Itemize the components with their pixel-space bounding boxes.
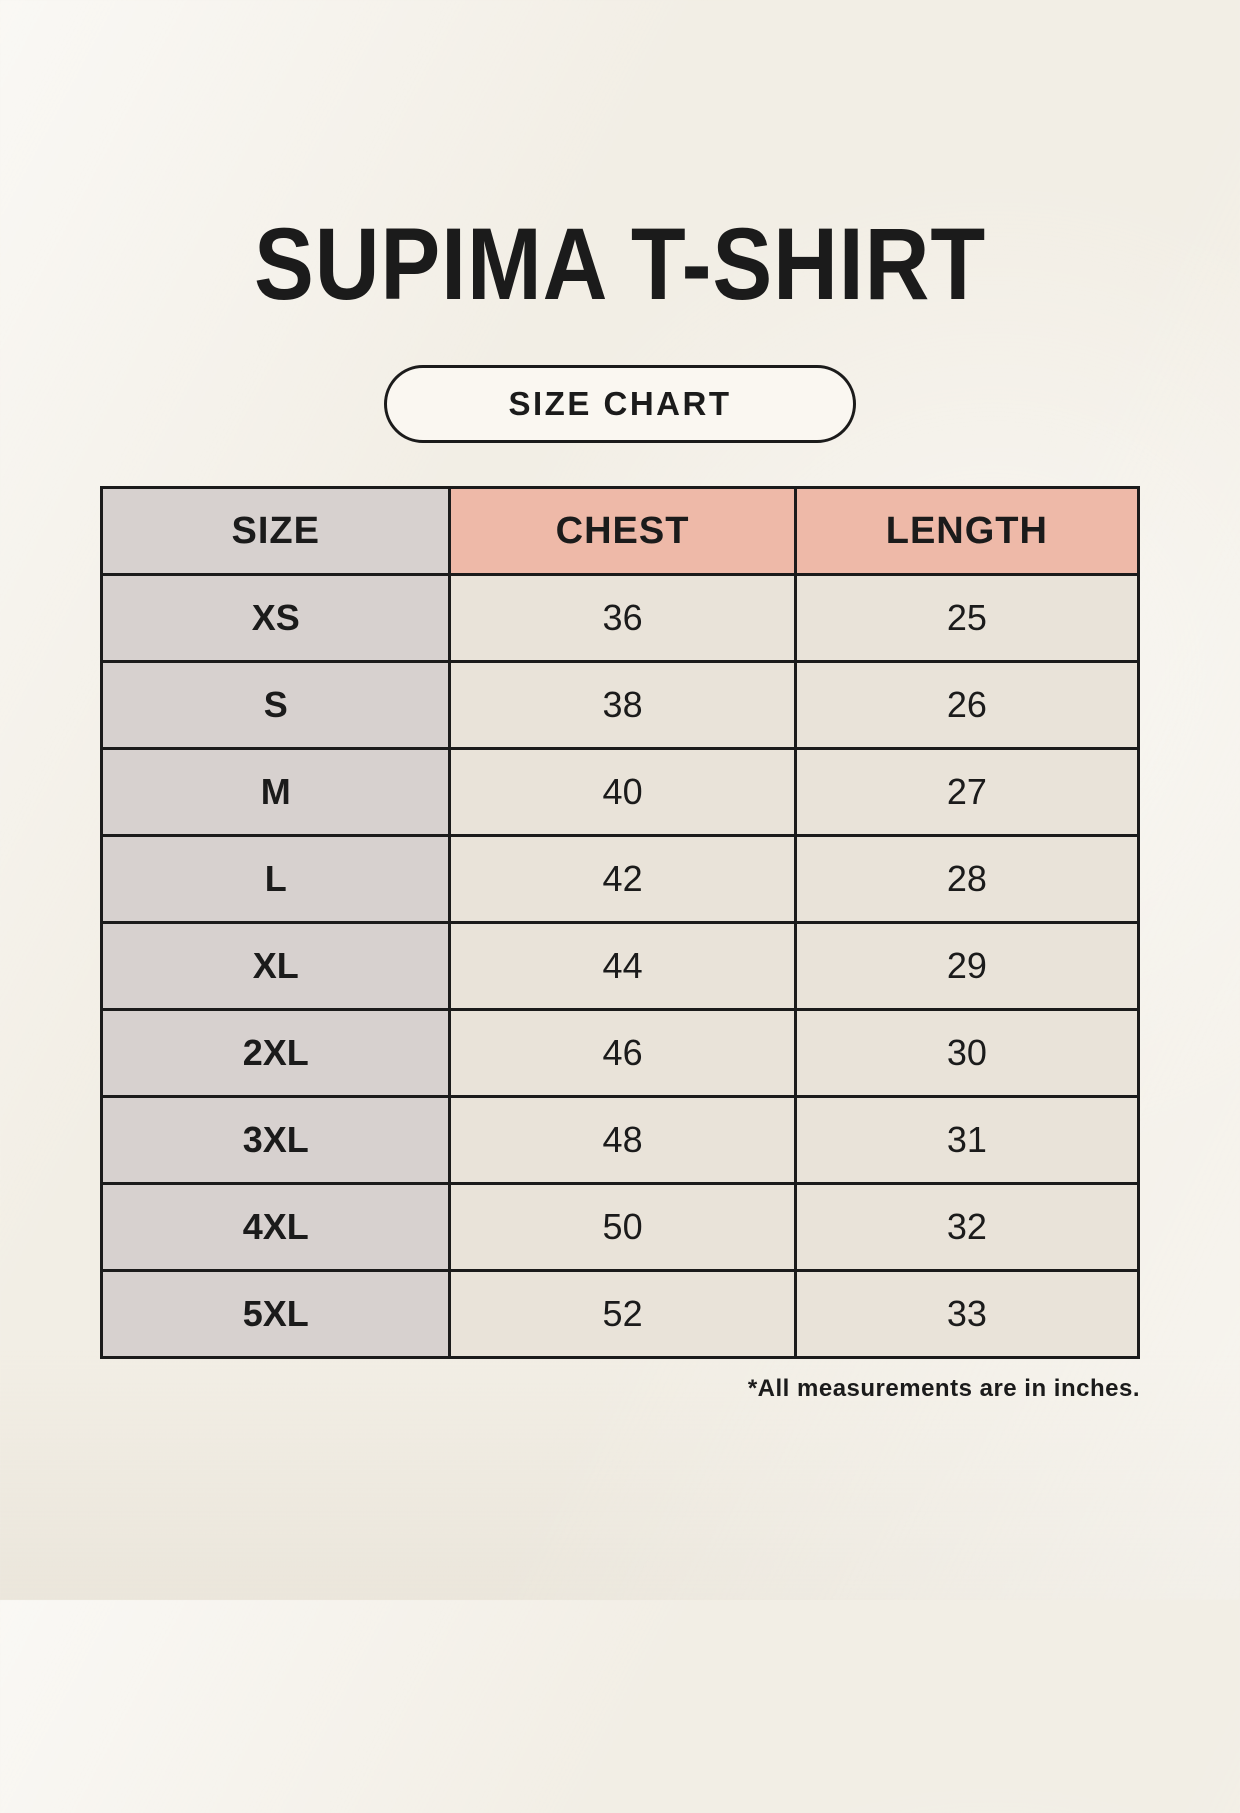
table-row bbox=[102, 749, 1139, 836]
table-row bbox=[102, 1010, 1139, 1097]
size-chart-page bbox=[0, 207, 1240, 1813]
length-cell: 26 bbox=[795, 662, 1138, 749]
size-cell: XL bbox=[102, 923, 450, 1010]
length-cell: 28 bbox=[795, 836, 1138, 923]
table-row bbox=[102, 1271, 1139, 1358]
length-cell: 31 bbox=[795, 1097, 1138, 1184]
table-row bbox=[102, 1184, 1139, 1271]
measurements-footnote: *All measurements are in inches. bbox=[747, 1375, 1140, 1402]
size-cell: L bbox=[102, 836, 450, 923]
page-title: SUPIMA T-SHIRT bbox=[253, 207, 987, 321]
size-cell: S bbox=[102, 662, 450, 749]
table-row bbox=[102, 575, 1139, 662]
table-row bbox=[102, 1097, 1139, 1184]
size-chart-badge bbox=[384, 365, 856, 443]
length-cell: 32 bbox=[795, 1184, 1138, 1271]
chest-cell: 42 bbox=[450, 836, 795, 923]
size-chart-badge-label: SIZE CHART bbox=[508, 385, 732, 422]
table-row bbox=[102, 923, 1139, 1010]
length-cell: 29 bbox=[795, 923, 1138, 1010]
column-header-size: SIZE bbox=[102, 488, 450, 575]
size-cell: M bbox=[102, 749, 450, 836]
size-table bbox=[100, 486, 1140, 1359]
table-header-row bbox=[102, 488, 1139, 575]
chest-cell: 48 bbox=[450, 1097, 795, 1184]
column-header-chest: CHEST bbox=[450, 488, 795, 575]
chest-cell: 38 bbox=[450, 662, 795, 749]
chest-cell: 40 bbox=[450, 749, 795, 836]
column-header-length: LENGTH bbox=[795, 488, 1138, 575]
size-cell: 3XL bbox=[102, 1097, 450, 1184]
length-cell: 27 bbox=[795, 749, 1138, 836]
chest-cell: 52 bbox=[450, 1271, 795, 1358]
size-cell: XS bbox=[102, 575, 450, 662]
length-cell: 30 bbox=[795, 1010, 1138, 1097]
chest-cell: 44 bbox=[450, 923, 795, 1010]
size-cell: 5XL bbox=[102, 1271, 450, 1358]
chest-cell: 36 bbox=[450, 575, 795, 662]
chest-cell: 46 bbox=[450, 1010, 795, 1097]
size-cell: 4XL bbox=[102, 1184, 450, 1271]
chest-cell: 50 bbox=[450, 1184, 795, 1271]
length-cell: 33 bbox=[795, 1271, 1138, 1358]
table-row bbox=[102, 662, 1139, 749]
table-row bbox=[102, 836, 1139, 923]
size-cell: 2XL bbox=[102, 1010, 450, 1097]
length-cell: 25 bbox=[795, 575, 1138, 662]
